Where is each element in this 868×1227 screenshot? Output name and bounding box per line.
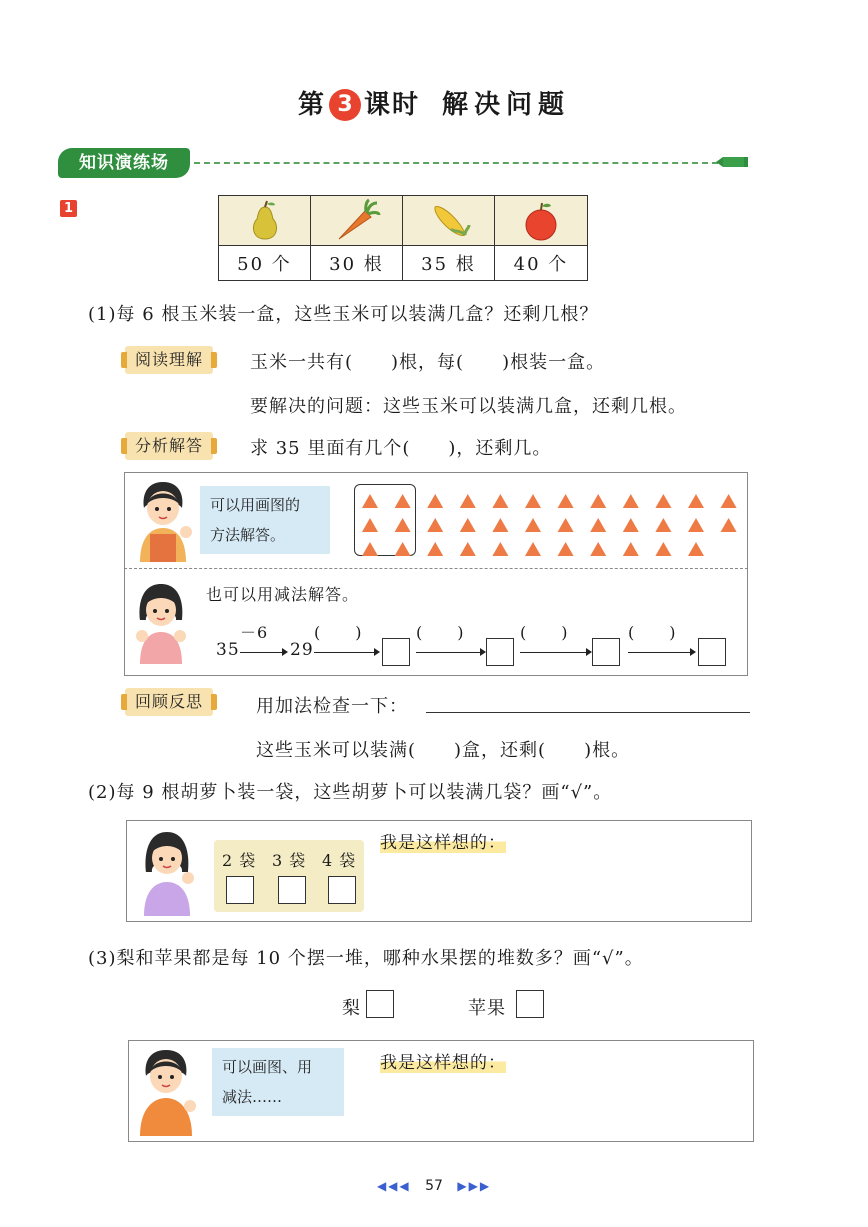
pencil-icon <box>716 156 748 168</box>
fruit-qty-apple: 40 个 <box>513 254 569 275</box>
chain-blank-2: ( ) <box>416 623 465 642</box>
arrow-head-icon <box>690 648 696 656</box>
bubble-draw-line-1: 可以用画图的 <box>210 496 301 514</box>
title-topic: 解决问题 <box>442 90 571 120</box>
q1-question: (1)每 6 根玉米装一盒，这些玉米可以装满几盒？还剩几根？ <box>88 304 599 325</box>
review-answer-line[interactable] <box>426 712 750 713</box>
q2-checkbox-1[interactable] <box>226 876 254 904</box>
triangle-mark <box>395 542 411 556</box>
bubble-q3-line-2: 减法…… <box>222 1088 283 1106</box>
triangle-mark <box>525 518 541 532</box>
boy-figure-2 <box>134 1046 198 1136</box>
analyze-tag: 分析解答 <box>125 432 213 460</box>
triangle-mark <box>721 518 737 532</box>
triangle-mark <box>460 542 476 556</box>
fruit-qty-pear: 50 个 <box>219 246 311 280</box>
triangle-mark <box>427 494 443 508</box>
problem-text: 要解决的问题：这些玉米可以装满几盒，还剩几根。 <box>250 396 687 417</box>
chain-blank-1: ( ) <box>314 623 363 642</box>
answer-box-4[interactable] <box>698 638 726 666</box>
carrot-icon <box>333 199 381 243</box>
page-footer <box>0 1178 868 1194</box>
chain-blank-3: ( ) <box>520 623 569 642</box>
q3-pear-checkbox[interactable] <box>366 990 394 1018</box>
triangle-array <box>354 484 744 556</box>
triangle-mark <box>655 518 671 532</box>
triangle-mark <box>492 494 508 508</box>
triangle-mark <box>460 518 476 532</box>
triangle-mark <box>460 494 476 508</box>
page-number: 57 <box>425 1178 443 1194</box>
analysis-divider <box>124 568 748 569</box>
girl-figure-2 <box>136 828 198 916</box>
q2-think-label: 我是这样想的： <box>380 828 506 853</box>
fruit-table <box>218 195 588 281</box>
answer-box-3[interactable] <box>592 638 620 666</box>
triangle-mark <box>590 542 606 556</box>
pear-icon <box>245 199 285 243</box>
q2-checkbox-3[interactable] <box>328 876 356 904</box>
triangle-mark <box>558 518 574 532</box>
title-prefix: 第 <box>297 90 326 120</box>
triangle-mark <box>362 542 378 556</box>
triangle-mark <box>525 494 541 508</box>
triangle-mark <box>655 494 671 508</box>
fruit-cell-apple <box>495 196 587 246</box>
chain-blank-4: ( ) <box>628 623 677 642</box>
q3-question: (3)梨和苹果都是每 10 个摆一堆，哪种水果摆的堆数多？画“√”。 <box>88 948 644 969</box>
boy-figure <box>132 478 194 562</box>
chain-arrow-3 <box>416 652 482 653</box>
fruit-qty-carrot: 30 根 <box>311 246 403 280</box>
q3-apple-label: 苹果 <box>468 998 506 1019</box>
fruit-qty-corn: 35 根 <box>403 246 495 280</box>
prev-arrows-icon: ◀◀◀ <box>376 1179 411 1193</box>
review-text: 用加法检查一下： <box>256 696 408 717</box>
chain-second: 29 <box>290 640 314 660</box>
q2-question: (2)每 9 根胡萝卜装一袋，这些胡萝卜可以装满几袋？画“√”。 <box>88 782 613 803</box>
chain-arrow-2 <box>314 652 376 653</box>
fruit-cell-pear <box>219 196 311 246</box>
triangle-mark <box>427 518 443 532</box>
q2-option-label-3: 4 袋 <box>322 851 357 870</box>
q3-apple-checkbox[interactable] <box>516 990 544 1018</box>
bubble-q3-line-1: 可以画图、用 <box>222 1058 313 1076</box>
triangle-mark <box>525 542 541 556</box>
bubble-subtract: 也可以用减法解答。 <box>206 585 360 604</box>
answer-box-1[interactable] <box>382 638 410 666</box>
title-suffix: 课时 <box>363 90 420 120</box>
q1-conclusion: 这些玉米可以装满( )盒，还剩( )根。 <box>256 740 631 761</box>
q2-option-label-2: 3 袋 <box>272 851 307 870</box>
triangle-mark <box>688 542 704 556</box>
bubble-draw <box>200 486 330 554</box>
arrow-head-icon <box>374 648 380 656</box>
next-arrows-icon: ▶▶▶ <box>457 1179 492 1193</box>
triangle-mark <box>558 542 574 556</box>
triangle-mark <box>655 542 671 556</box>
review-tag: 回顾反思 <box>125 688 213 716</box>
chain-arrow-1 <box>240 652 286 653</box>
triangle-mark <box>688 494 704 508</box>
triangle-mark <box>362 494 378 508</box>
chain-arrow-4 <box>520 652 588 653</box>
apple-icon <box>520 199 562 243</box>
fruit-cell-corn <box>403 196 495 246</box>
answer-box-2[interactable] <box>486 638 514 666</box>
bubble-q3 <box>212 1048 344 1116</box>
triangle-mark <box>721 494 737 508</box>
q2-checkbox-2[interactable] <box>278 876 306 904</box>
q3-pear-label: 梨 <box>342 998 361 1019</box>
chain-arrow-5 <box>628 652 692 653</box>
triangle-mark <box>427 542 443 556</box>
triangle-mark <box>688 518 704 532</box>
section-divider <box>194 162 718 164</box>
triangle-mark <box>590 494 606 508</box>
bubble-draw-line-2: 方法解答。 <box>210 526 286 544</box>
fruit-cell-carrot <box>311 196 403 246</box>
section-header: 知识演练场 <box>58 148 190 178</box>
triangle-mark <box>395 494 411 508</box>
analyze-text: 求 35 里面有几个( )，还剩几。 <box>250 438 552 459</box>
triangle-mark <box>623 518 639 532</box>
triangle-mark <box>395 518 411 532</box>
triangle-mark <box>623 494 639 508</box>
q3-think-label: 我是这样想的： <box>380 1048 506 1073</box>
arrow-head-icon <box>282 648 288 656</box>
triangle-mark <box>558 494 574 508</box>
triangle-mark <box>590 518 606 532</box>
chain-start: 35 <box>216 640 240 660</box>
read-tag: 阅读理解 <box>125 346 213 374</box>
triangle-mark <box>492 518 508 532</box>
lesson-number-badge: 3 <box>329 89 361 121</box>
corn-icon <box>425 199 473 243</box>
chain-op: －6 <box>240 623 269 642</box>
girl-figure-1 <box>130 580 192 664</box>
q2-option-label-1: 2 袋 <box>222 851 257 870</box>
read-text: 玉米一共有( )根，每( )根装一盒。 <box>250 352 606 373</box>
triangle-mark <box>623 542 639 556</box>
subtraction-chain <box>210 620 740 670</box>
triangle-mark <box>362 518 378 532</box>
question-number-badge: 1 <box>60 200 77 217</box>
lesson-title <box>0 84 868 121</box>
triangle-mark <box>492 542 508 556</box>
